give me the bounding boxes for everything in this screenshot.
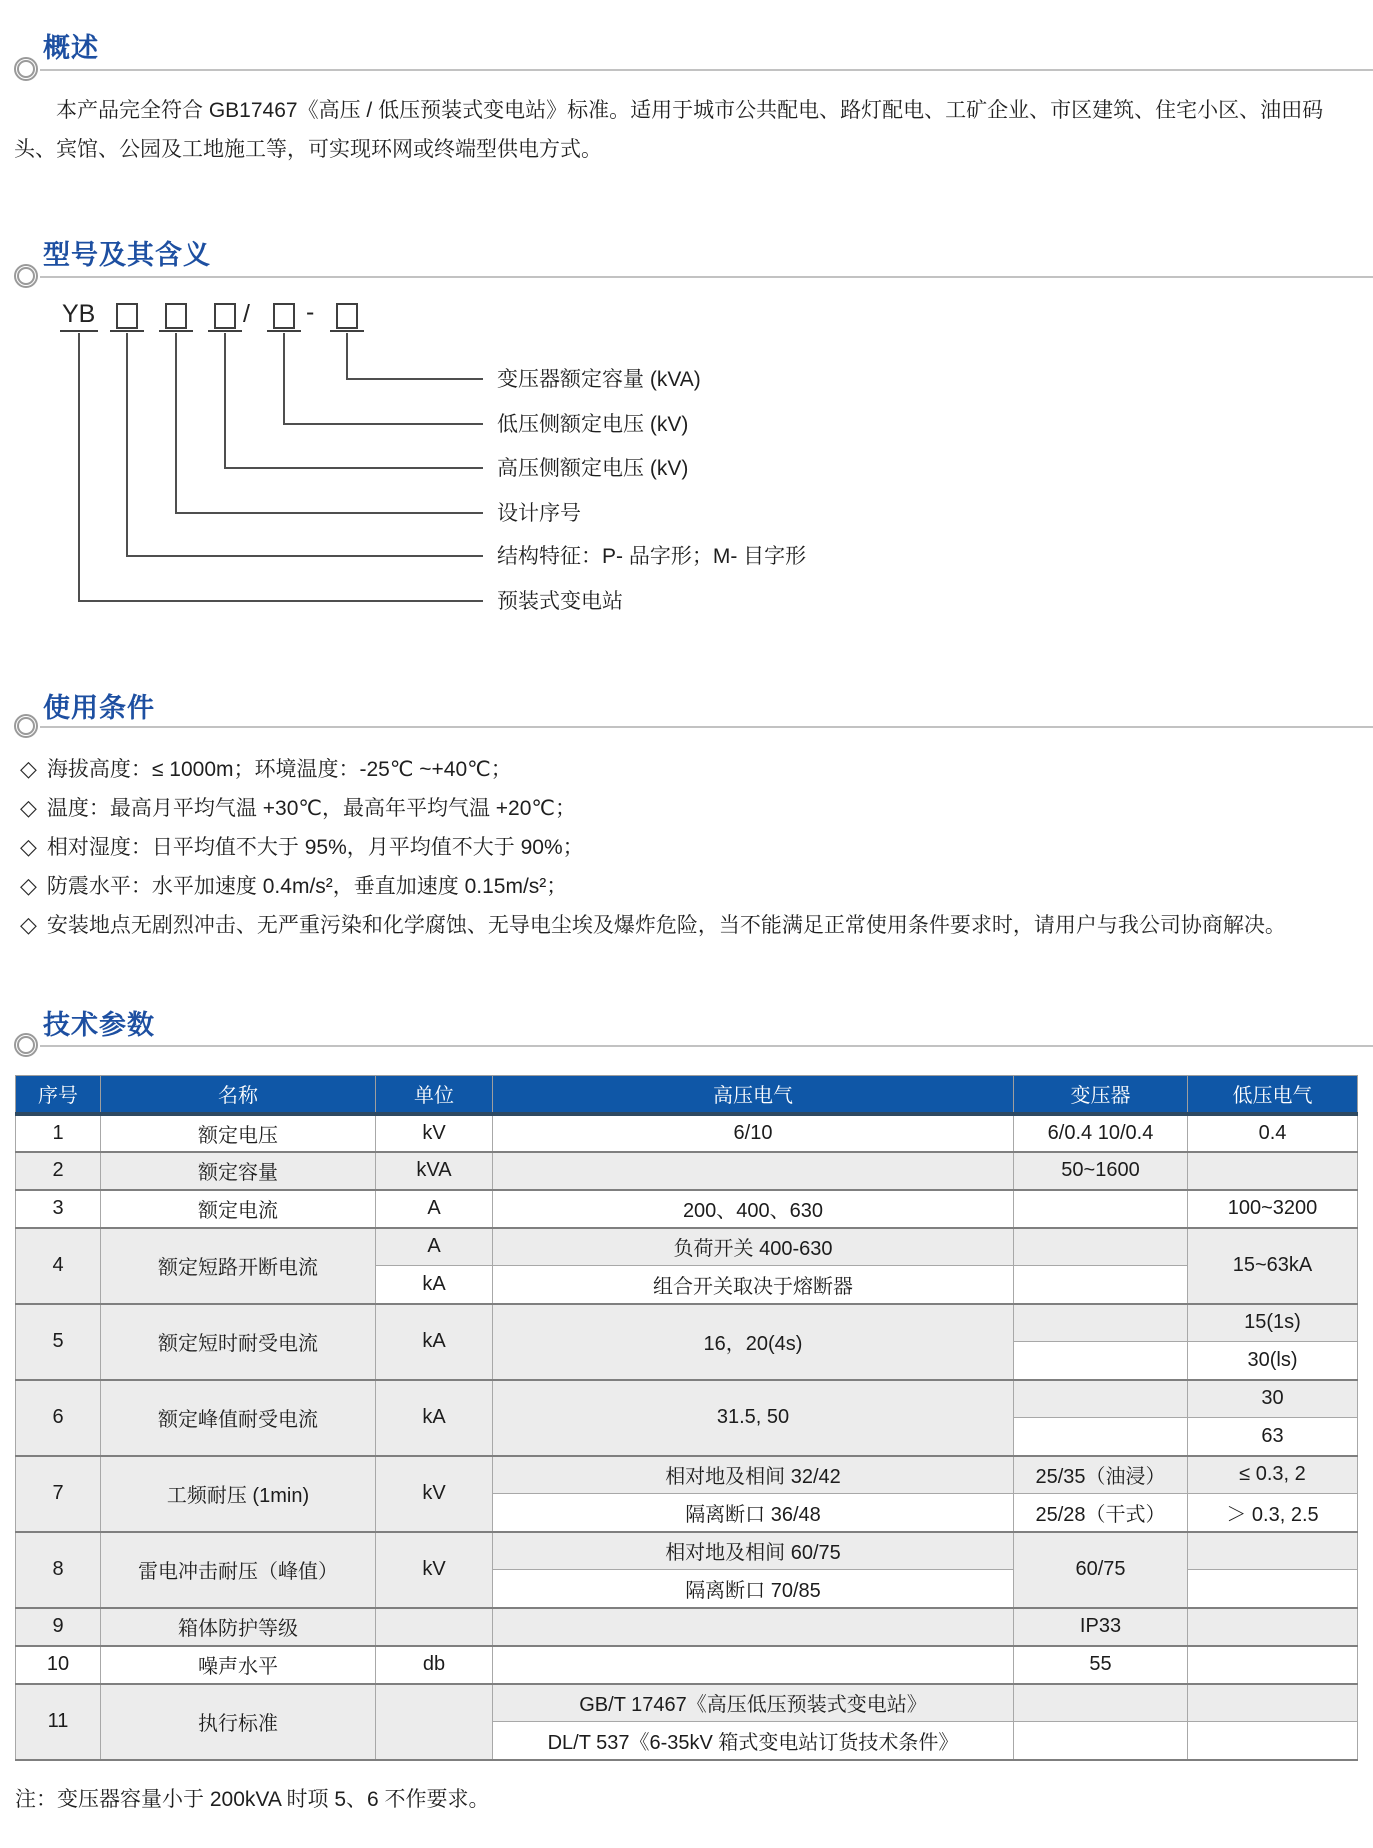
- table-cell: [376, 1608, 493, 1646]
- table-cell: 隔离断口 36/48: [493, 1494, 1014, 1532]
- table-cell: 6/0.4 10/0.4: [1014, 1114, 1188, 1152]
- table-cell: 25/35（油浸）: [1014, 1456, 1188, 1494]
- table-cell: [1014, 1722, 1188, 1760]
- table-cell: [493, 1646, 1014, 1684]
- condition-text: 温度：最高月平均气温 +30℃，最高年平均气温 +20℃；: [46, 797, 577, 820]
- table-cell: [1188, 1684, 1358, 1722]
- conditions-list: [20, 749, 1365, 944]
- section-ring-icon: [14, 714, 38, 738]
- diamond-bullet-icon: ◇: [20, 834, 37, 859]
- section-ring-icon: [14, 1033, 38, 1057]
- model-code-box: [336, 303, 358, 329]
- diamond-bullet-icon: ◇: [20, 795, 37, 820]
- table-cell: 60/75: [1014, 1532, 1188, 1608]
- table-cell: [1014, 1418, 1188, 1456]
- model-code-label: 低压侧额定电压 (kV): [497, 413, 689, 436]
- condition-text: 相对湿度：日平均值不大于 95%，月平均值不大于 90%；: [46, 836, 584, 859]
- column-header: 变压器: [1014, 1076, 1188, 1114]
- table-note: 注：变压器容量小于 200kVA 时项 5、6 不作要求。: [15, 1788, 490, 1811]
- table-cell: 0.4: [1188, 1114, 1358, 1152]
- table-cell: 额定容量: [101, 1152, 376, 1190]
- table-cell: [1188, 1532, 1358, 1570]
- table-cell: 25/28（干式）: [1014, 1494, 1188, 1532]
- table-cell: 组合开关取决于熔断器: [493, 1266, 1014, 1304]
- model-code-box: [273, 303, 295, 329]
- table-row: [16, 1532, 1358, 1570]
- table-cell: 额定电流: [101, 1190, 376, 1228]
- table-cell: IP33: [1014, 1608, 1188, 1646]
- table-cell: A: [376, 1190, 493, 1228]
- section-title-overview: 概述: [43, 33, 99, 63]
- model-code-box: [165, 303, 187, 329]
- table-cell: 额定峰值耐受电流: [101, 1380, 376, 1456]
- table-cell: [1188, 1646, 1358, 1684]
- section-title-model: 型号及其含义: [43, 240, 211, 270]
- table-cell: 额定电压: [101, 1114, 376, 1152]
- table-cell: 箱体防护等级: [101, 1608, 376, 1646]
- condition-item: [20, 905, 1365, 944]
- section-rule: [40, 726, 1373, 728]
- table-cell: 5: [16, 1304, 101, 1380]
- diamond-bullet-icon: ◇: [20, 873, 37, 898]
- table-cell: 相对地及相间 60/75: [493, 1532, 1014, 1570]
- table-cell: 50~1600: [1014, 1152, 1188, 1190]
- table-cell: kA: [376, 1266, 493, 1304]
- table-cell: [493, 1152, 1014, 1190]
- model-code-box: [214, 303, 236, 329]
- table-cell: 3: [16, 1190, 101, 1228]
- column-header: 单位: [376, 1076, 493, 1114]
- column-header: 序号: [16, 1076, 101, 1114]
- table-cell: 200、400、630: [493, 1190, 1014, 1228]
- section-rule: [40, 276, 1373, 278]
- model-code-label: 结构特征：P- 品字形；M- 目字形: [497, 545, 807, 568]
- model-code-label: 高压侧额定电压 (kV): [497, 457, 689, 480]
- table-cell: 15~63kA: [1188, 1228, 1358, 1304]
- code-tick: [330, 330, 364, 332]
- code-tick: [110, 330, 144, 332]
- code-tick: [267, 330, 301, 332]
- model-code-box: [116, 303, 138, 329]
- table-cell: [1014, 1190, 1188, 1228]
- table-cell: 15(1s): [1188, 1304, 1358, 1342]
- model-code-slash: /: [243, 300, 250, 328]
- table-cell: 相对地及相间 32/42: [493, 1456, 1014, 1494]
- column-header: 高压电气: [493, 1076, 1014, 1114]
- diamond-bullet-icon: ◇: [20, 912, 37, 937]
- condition-text: 海拔高度：≤ 1000m；环境温度：-25℃ ~+40℃；: [46, 758, 512, 781]
- diamond-bullet-icon: ◇: [20, 756, 37, 781]
- table-cell: [493, 1608, 1014, 1646]
- table-cell: 6: [16, 1380, 101, 1456]
- condition-text: 安装地点无剧烈冲击、无严重污染和化学腐蚀、无导电尘埃及爆炸危险，当不能满足正常使用条件要求时，请用户与我公司协商解决。: [46, 914, 1286, 937]
- table-header-row: [16, 1076, 1358, 1114]
- table-cell: 2: [16, 1152, 101, 1190]
- table-cell: kV: [376, 1114, 493, 1152]
- table-cell: 30(ls): [1188, 1342, 1358, 1380]
- table-row: [16, 1646, 1358, 1684]
- table-cell: [1014, 1228, 1188, 1266]
- table-cell: [1014, 1380, 1188, 1418]
- table-cell: [376, 1684, 493, 1760]
- table-cell: 4: [16, 1228, 101, 1304]
- table-cell: 63: [1188, 1418, 1358, 1456]
- table-cell: 16，20(4s): [493, 1304, 1014, 1380]
- table-cell: GB/T 17467《高压低压预装式变电站》: [493, 1684, 1014, 1722]
- table-cell: kVA: [376, 1152, 493, 1190]
- table-cell: kA: [376, 1304, 493, 1380]
- table-cell: [1014, 1266, 1188, 1304]
- table-cell: 55: [1014, 1646, 1188, 1684]
- table-cell: ≤ 0.3, 2: [1188, 1456, 1358, 1494]
- table-row: [16, 1304, 1358, 1342]
- section-rule: [40, 69, 1373, 71]
- table-cell: 100~3200: [1188, 1190, 1358, 1228]
- table-cell: ＞ 0.3, 2.5: [1188, 1494, 1358, 1532]
- table-row: [16, 1380, 1358, 1418]
- table-cell: [1188, 1608, 1358, 1646]
- table-cell: 执行标准: [101, 1684, 376, 1760]
- condition-item: [20, 866, 1365, 905]
- table-cell: 1: [16, 1114, 101, 1152]
- model-code-label: 设计序号: [497, 502, 581, 525]
- table-cell: 31.5, 50: [493, 1380, 1014, 1456]
- table-cell: [1014, 1304, 1188, 1342]
- table-cell: 额定短时耐受电流: [101, 1304, 376, 1380]
- model-code-label: 变压器额定容量 (kVA): [497, 368, 701, 391]
- section-ring-icon: [14, 264, 38, 288]
- table-cell: 噪声水平: [101, 1646, 376, 1684]
- table-cell: 11: [16, 1684, 101, 1760]
- table-row: [16, 1608, 1358, 1646]
- table-cell: 额定短路开断电流: [101, 1228, 376, 1304]
- table-cell: kV: [376, 1532, 493, 1608]
- column-header: 名称: [101, 1076, 376, 1114]
- table-cell: [1188, 1722, 1358, 1760]
- table-row: [16, 1114, 1358, 1152]
- table-cell: [1188, 1570, 1358, 1608]
- code-tick: [208, 330, 242, 332]
- table-cell: A: [376, 1228, 493, 1266]
- table-row: [16, 1228, 1358, 1266]
- model-code-prefix: YB: [62, 300, 96, 328]
- code-tick: [159, 330, 193, 332]
- table-cell: 负荷开关 400-630: [493, 1228, 1014, 1266]
- table-cell: 9: [16, 1608, 101, 1646]
- condition-item: [20, 749, 1365, 788]
- overview-paragraph: 本产品完全符合 GB17467《高压 / 低压预装式变电站》标准。适用于城市公共配电、路灯配电、工矿企业、市区建筑、住宅小区、油田码头、宾馆、公园及工地施工等，可实现环网或终端型供电方式。: [14, 99, 1324, 161]
- table-cell: 30: [1188, 1380, 1358, 1418]
- table-cell: [1014, 1342, 1188, 1380]
- table-cell: 6/10: [493, 1114, 1014, 1152]
- table-cell: 工频耐压 (1min): [101, 1456, 376, 1532]
- table-cell: DL/T 537《6-35kV 箱式变电站订货技术条件》: [493, 1722, 1014, 1760]
- table-row: [16, 1152, 1358, 1190]
- table-cell: kA: [376, 1380, 493, 1456]
- section-title-specs: 技术参数: [43, 1010, 155, 1040]
- table-row: [16, 1684, 1358, 1722]
- table-row: [16, 1456, 1358, 1494]
- section-title-conditions: 使用条件: [43, 693, 155, 723]
- specs-table: [15, 1075, 1358, 1761]
- table-cell: [1188, 1152, 1358, 1190]
- condition-item: [20, 827, 1365, 866]
- section-rule: [40, 1045, 1373, 1047]
- condition-text: 防震水平：水平加速度 0.4m/s²，垂直加速度 0.15m/s²；: [46, 875, 568, 898]
- table-cell: 雷电冲击耐压（峰值）: [101, 1532, 376, 1608]
- table-cell: kV: [376, 1456, 493, 1532]
- section-ring-icon: [14, 57, 38, 81]
- column-header: 低压电气: [1188, 1076, 1358, 1114]
- connector-line: [78, 333, 483, 602]
- table-cell: db: [376, 1646, 493, 1684]
- table-cell: 隔离断口 70/85: [493, 1570, 1014, 1608]
- model-code-label: 预装式变电站: [497, 590, 623, 613]
- code-tick: [60, 330, 98, 332]
- table-cell: 7: [16, 1456, 101, 1532]
- table-cell: [1014, 1684, 1188, 1722]
- table-cell: 8: [16, 1532, 101, 1608]
- table-cell: 10: [16, 1646, 101, 1684]
- condition-item: [20, 788, 1365, 827]
- model-code-dash: -: [306, 298, 315, 326]
- table-row: [16, 1190, 1358, 1228]
